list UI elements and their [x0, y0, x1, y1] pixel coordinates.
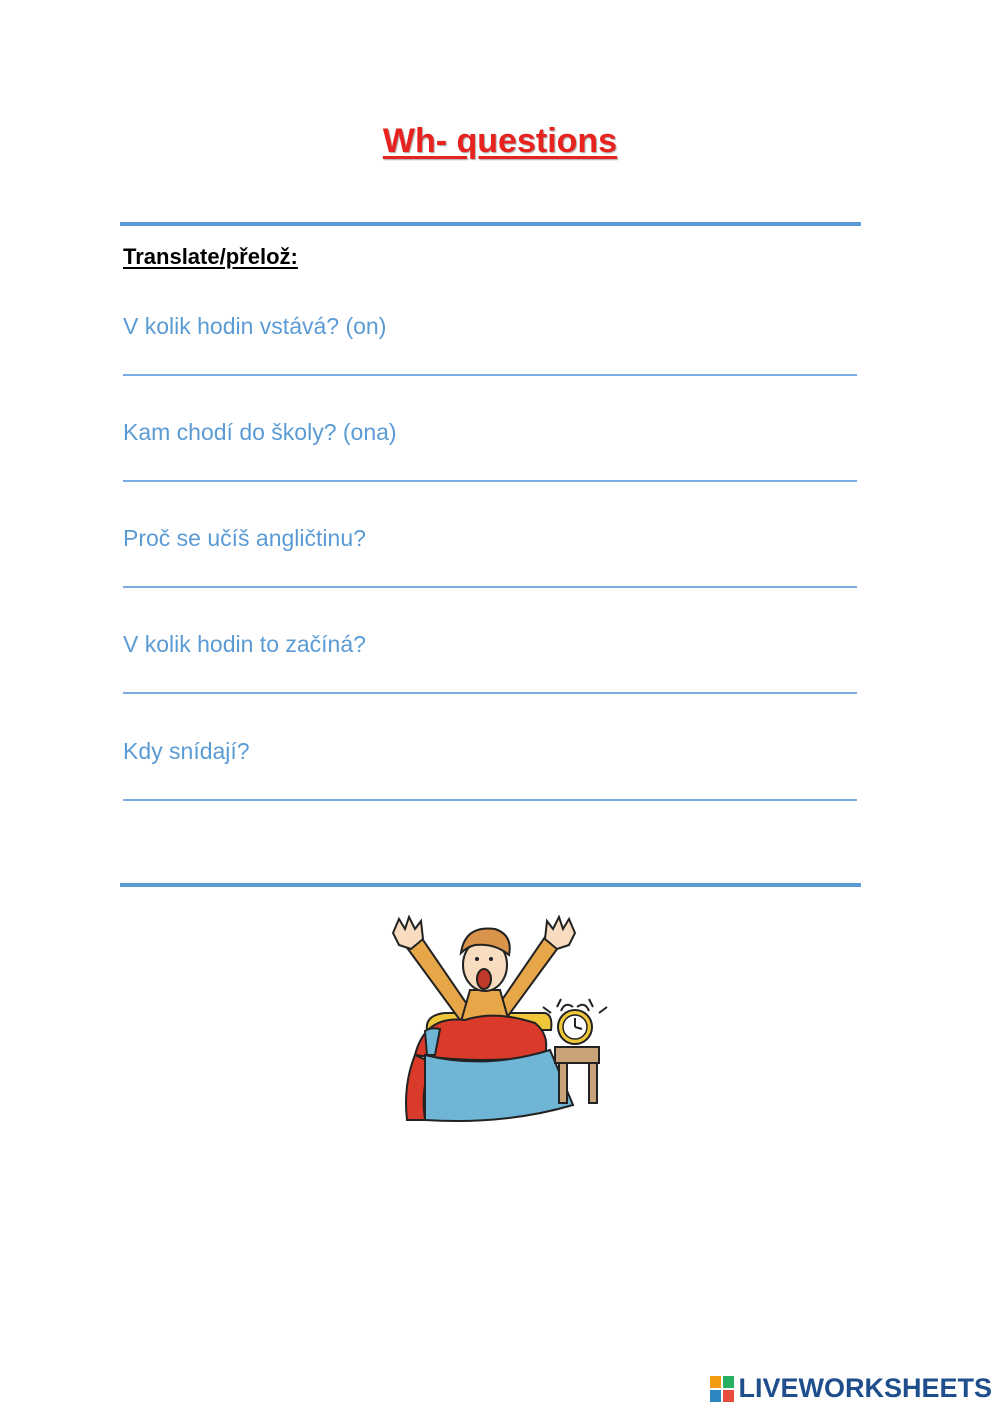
brand-footer: [710, 1373, 992, 1404]
waking-man-illustration: [385, 915, 615, 1130]
answer-line-5[interactable]: [123, 799, 857, 801]
instruction-label: Translate/přelož:: [123, 244, 298, 269]
liveworksheets-logo-icon: [710, 1376, 734, 1402]
question-5: Kdy snídají?: [123, 738, 250, 764]
bottom-divider: [120, 883, 861, 887]
question-4: V kolik hodin to začíná?: [123, 631, 366, 657]
worksheet-title: Wh- questions: [382, 122, 618, 160]
question-2: Kam chodí do školy? (ona): [123, 419, 397, 445]
answer-line-1[interactable]: [123, 374, 857, 376]
top-divider: [120, 222, 861, 226]
answer-line-3[interactable]: [123, 586, 857, 588]
question-1: V kolik hodin vstává? (on): [123, 313, 387, 339]
answer-line-4[interactable]: [123, 692, 857, 694]
answer-line-2[interactable]: [123, 480, 857, 482]
question-3: Proč se učíš angličtinu?: [123, 525, 366, 551]
brand-name: LIVEWORKSHEETS: [738, 1373, 992, 1403]
